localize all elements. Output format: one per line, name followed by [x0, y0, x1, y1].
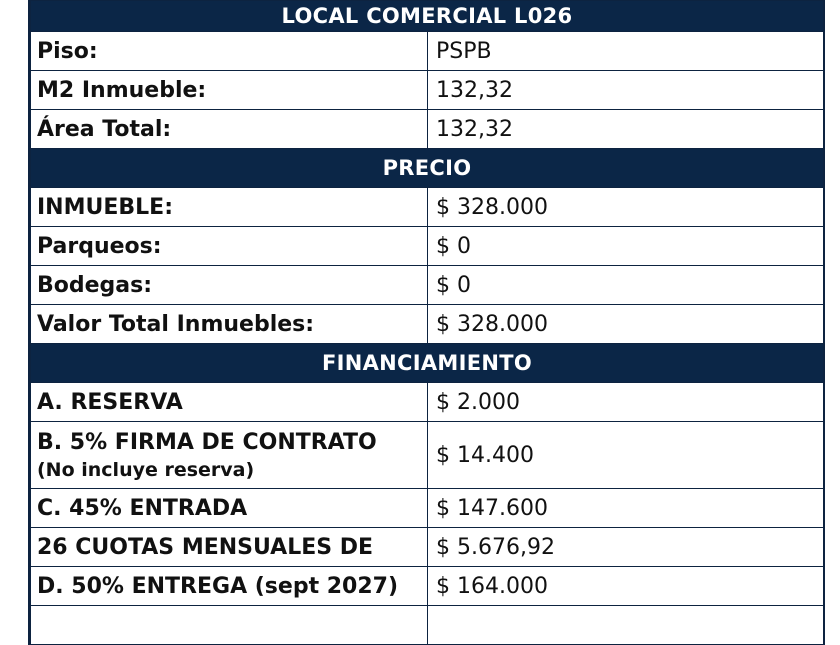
property-quote-table	[30, 0, 824, 645]
fin-value: $ 164.000	[428, 567, 824, 606]
precio-label: Parqueos:	[31, 227, 428, 266]
precio-heading-row	[31, 149, 824, 188]
detail-label: M2 Inmueble:	[31, 71, 428, 110]
fin-label: 26 CUOTAS MENSUALES DE	[31, 528, 428, 567]
precio-row-total	[31, 305, 824, 344]
fin-value: $ 2.000	[428, 383, 824, 422]
fin-row-cuotas	[31, 528, 824, 567]
fin-label-empty	[31, 606, 428, 645]
detail-value: 132,32	[428, 110, 824, 149]
fin-value: $ 5.676,92	[428, 528, 824, 567]
precio-value: $ 0	[428, 266, 824, 305]
precio-heading: PRECIO	[31, 149, 824, 188]
precio-label: Bodegas:	[31, 266, 428, 305]
fin-label: D. 50% ENTREGA (sept 2027)	[31, 567, 428, 606]
precio-value: $ 0	[428, 227, 824, 266]
fin-label: C. 45% ENTRADA	[31, 489, 428, 528]
fin-row-reserva	[31, 383, 824, 422]
financiamiento-heading: FINANCIAMIENTO	[31, 344, 824, 383]
fin-value: $ 147.600	[428, 489, 824, 528]
detail-row-piso	[31, 32, 824, 71]
fin-sublabel: (No incluye reserva)	[37, 458, 255, 481]
detail-value: PSPB	[428, 32, 824, 71]
fin-value: $ 14.400	[428, 422, 824, 489]
detail-row-m2	[31, 71, 824, 110]
precio-row-parqueos	[31, 227, 824, 266]
detail-label: Piso:	[31, 32, 428, 71]
fin-row-entrega	[31, 567, 824, 606]
fin-value-empty	[428, 606, 824, 645]
financiamiento-heading-row	[31, 344, 824, 383]
precio-label: Valor Total Inmuebles:	[31, 305, 428, 344]
fin-label-cell	[31, 422, 428, 489]
fin-row-firma	[31, 422, 824, 489]
precio-label: INMUEBLE:	[31, 188, 428, 227]
precio-value: $ 328.000	[428, 188, 824, 227]
title-row	[31, 1, 824, 32]
fin-label: A. RESERVA	[31, 383, 428, 422]
fin-row-partial	[31, 606, 824, 645]
precio-row-inmueble	[31, 188, 824, 227]
quote-sheet	[28, 0, 825, 645]
fin-label: B. 5% FIRMA DE CONTRATO	[37, 429, 377, 455]
detail-label: Área Total:	[31, 110, 428, 149]
fin-row-entrada	[31, 489, 824, 528]
detail-row-area	[31, 110, 824, 149]
detail-value: 132,32	[428, 71, 824, 110]
precio-value: $ 328.000	[428, 305, 824, 344]
precio-row-bodegas	[31, 266, 824, 305]
property-title: LOCAL COMERCIAL L026	[31, 1, 824, 32]
